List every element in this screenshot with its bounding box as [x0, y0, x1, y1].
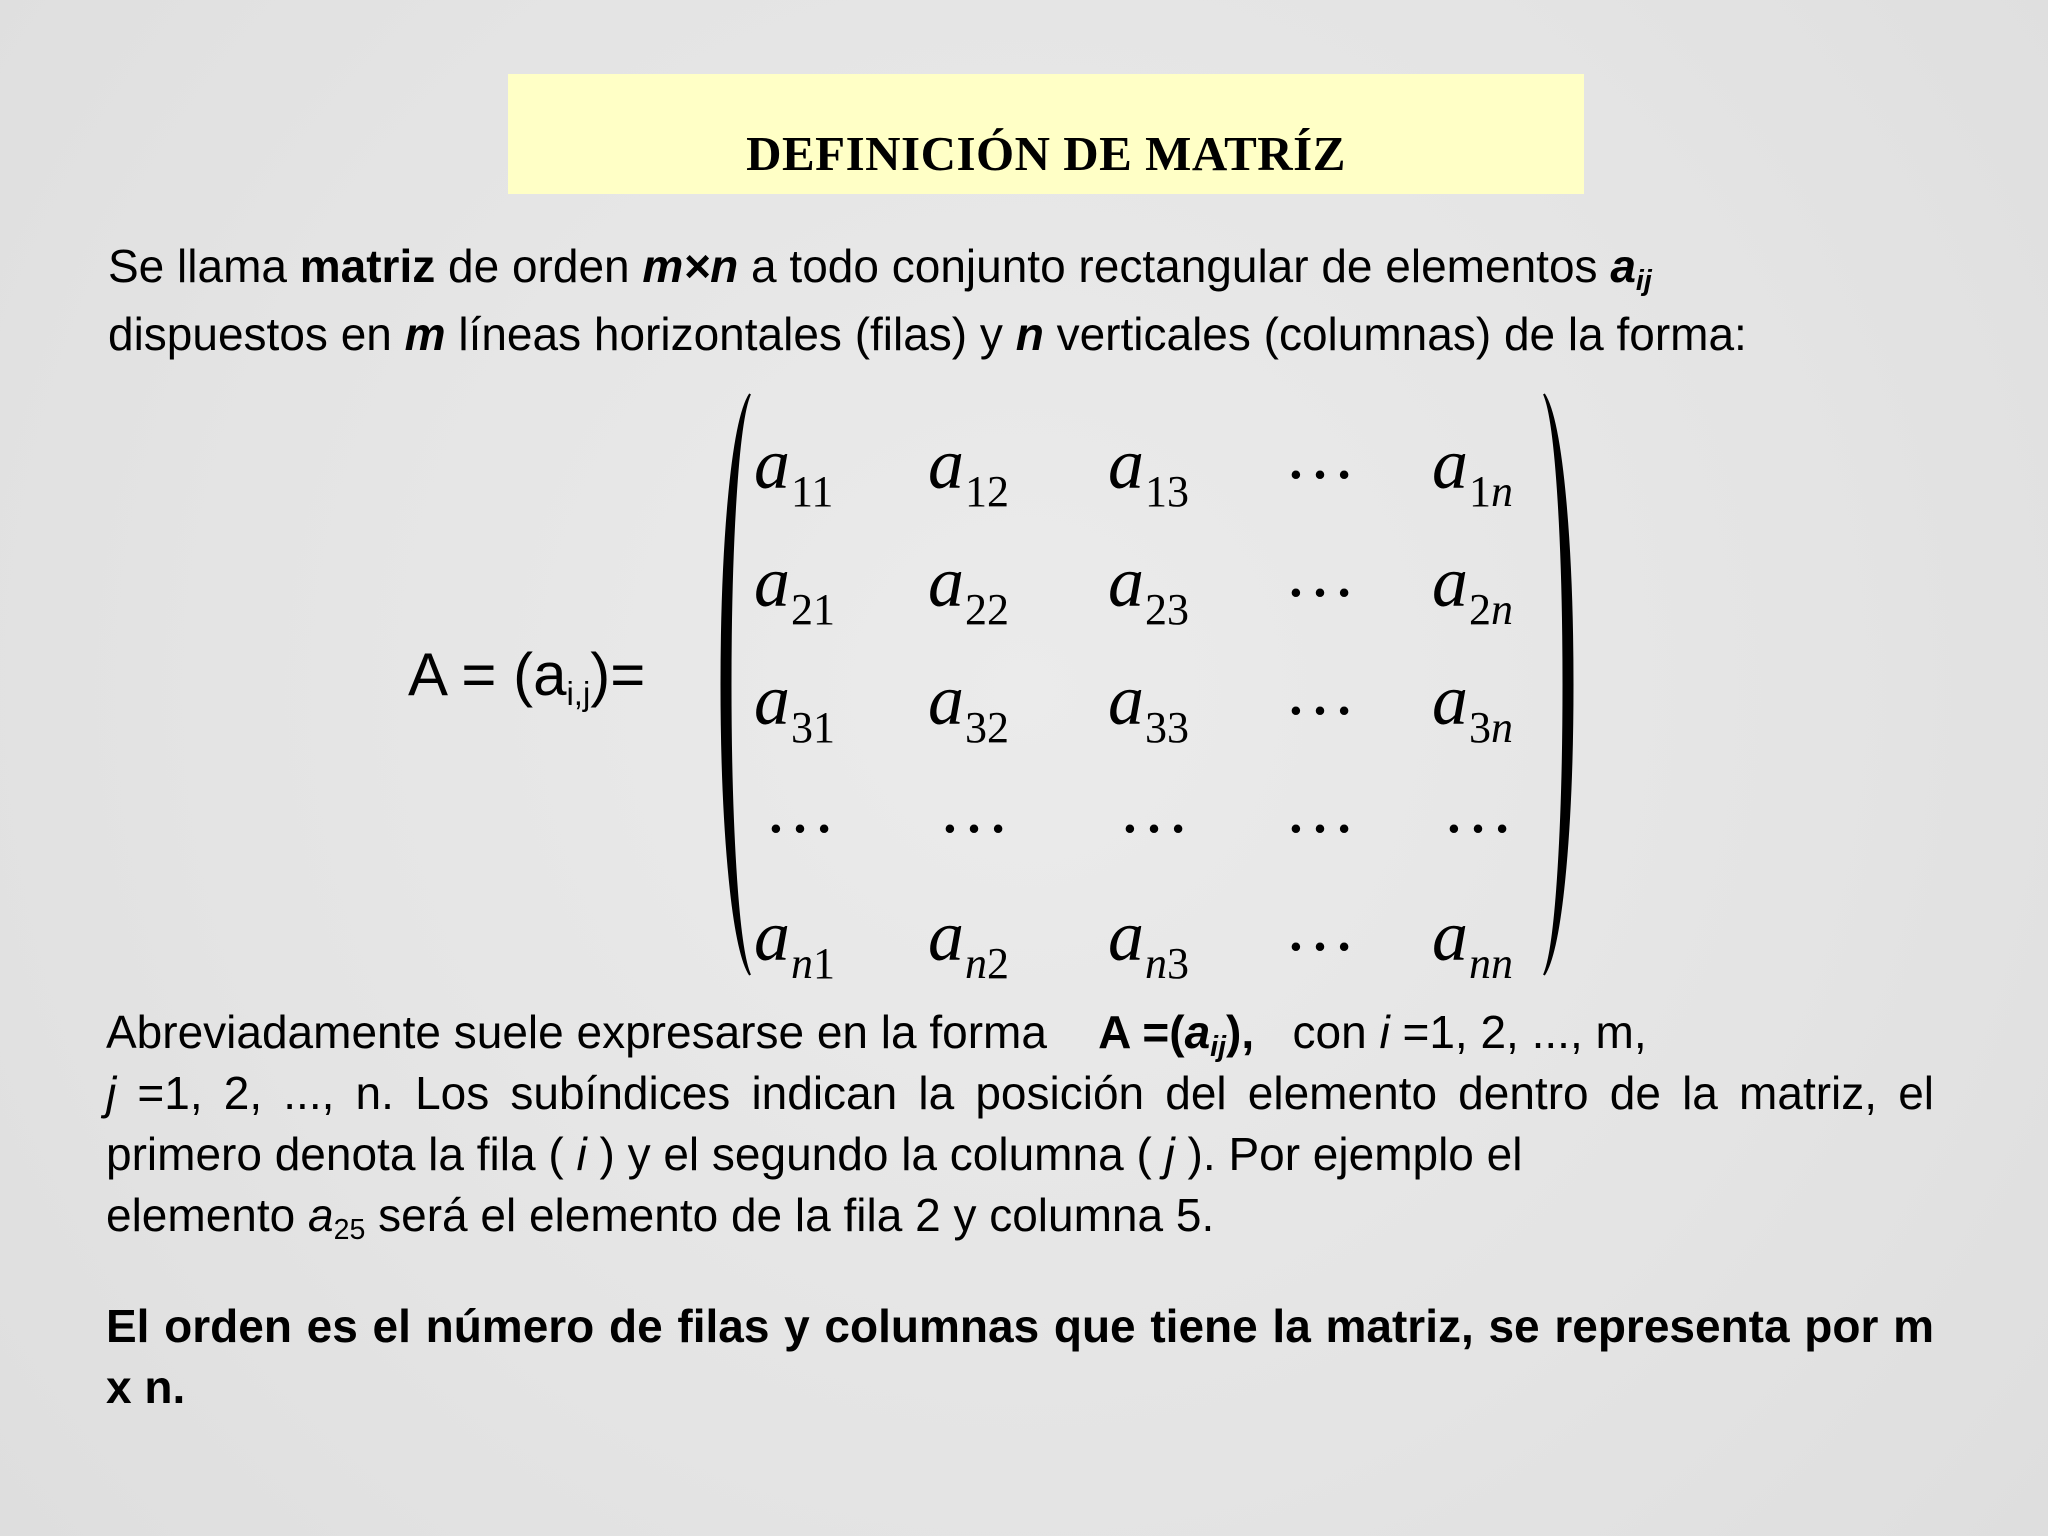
term-n: n: [1015, 308, 1044, 360]
abbrev-body: [106, 1067, 1934, 1180]
text-run: líneas horizontales (filas) y: [445, 308, 1016, 360]
matrix-cell-3-5: $a_{3n}$: [1432, 660, 1513, 752]
order-paragraph: El orden es el número de filas y columnas que tiene la matriz, se representa por m x n.: [106, 1300, 1934, 1413]
intro-line-2: [108, 300, 1988, 368]
abbrev-line-last: [106, 1185, 1934, 1246]
text-run: =1, 2, ..., n. Los subíndices indican la posición del elemento dentro de la matriz, el primero denota la fila (: [106, 1067, 1934, 1180]
matrix-cell-1-2: $a_{12}$: [928, 424, 1009, 516]
matrix-cell-4-3: …: [1118, 768, 1194, 848]
term-ij: ij: [1210, 1030, 1227, 1063]
abbrev-paragraph: [106, 1002, 1934, 1246]
page-title: DEFINICIÓN DE MATRÍZ: [746, 126, 1346, 181]
term-j: j: [106, 1067, 117, 1119]
matrix-cell-5-5: $a_{nn}$: [1432, 896, 1513, 988]
matrix-cell-5-2: $a_{n2}$: [928, 896, 1009, 988]
matrix-cell-2-3: $a_{23}$: [1108, 542, 1189, 634]
intro-line-1: [108, 232, 1988, 300]
term-matriz: matriz: [299, 240, 436, 292]
matrix-cell-4-4: …: [1284, 768, 1360, 848]
term-j: j: [1164, 1128, 1175, 1180]
matrix-cell-1-5: $a_{1n}$: [1432, 424, 1513, 516]
text-run: a todo conjunto rectangular de elementos: [738, 240, 1611, 292]
matrix-cell-4-1: …: [764, 768, 840, 848]
intro-paragraph: [108, 232, 1988, 368]
text-run: verticales (columnas) de la forma:: [1043, 308, 1747, 360]
abbrev-line-1: [106, 1002, 1934, 1063]
text-run: Abreviadamente suele expresarse en la forma: [106, 1006, 1060, 1058]
matrix-label: [408, 630, 645, 720]
term-ij: ij: [1635, 264, 1652, 297]
text-run: de orden: [435, 240, 643, 292]
label-suffix: )=: [590, 641, 646, 708]
label-prefix: A = (a: [408, 641, 567, 708]
matrix-cell-5-3: $a_{n3}$: [1108, 896, 1189, 988]
text-run: con: [1279, 1006, 1380, 1058]
matrix-cell-2-1: $a_{21}$: [754, 542, 835, 634]
text-run: ),: [1226, 1006, 1255, 1058]
matrix-cell-3-2: $a_{32}$: [928, 660, 1009, 752]
term-a: a: [1610, 240, 1636, 292]
matrix-cell-2-4: …: [1284, 532, 1360, 612]
term-i: i: [576, 1128, 587, 1180]
matrix-cell-5-1: $a_{n1}$: [754, 896, 835, 988]
text-run: será el elemento de la fila 2 y columna 5.: [365, 1189, 1215, 1241]
term-m: m: [404, 308, 446, 360]
matrix-cell-4-2: …: [938, 768, 1014, 848]
matrix-cell-3-3: $a_{33}$: [1108, 660, 1189, 752]
text-run: dispuestos en: [108, 308, 405, 360]
term-25: 25: [333, 1213, 366, 1246]
text-run: ) y el segundo la columna (: [586, 1128, 1165, 1180]
matrix-cell-2-5: $a_{2n}$: [1432, 542, 1513, 634]
matrix-cell-2-2: $a_{22}$: [928, 542, 1009, 634]
term-mxn: m×n: [642, 240, 739, 292]
text-run: ). Por ejemplo el: [1174, 1128, 1523, 1180]
term-i: i: [1379, 1006, 1390, 1058]
matrix-cell-1-1: $a_{11}$: [754, 424, 834, 516]
matrix-cell-3-4: …: [1284, 650, 1360, 730]
matrix-cell-1-4: …: [1284, 414, 1360, 494]
matrix-cell-4-5: …: [1442, 768, 1518, 848]
text-run: =1, 2, ..., m,: [1389, 1006, 1647, 1058]
text-run: A =(: [1098, 1006, 1185, 1058]
term-a: a: [1184, 1006, 1211, 1058]
text-run: elemento: [106, 1189, 309, 1241]
label-sub: i,j: [566, 674, 591, 712]
matrix-cell-1-3: $a_{13}$: [1108, 424, 1189, 516]
title-box: [508, 74, 1584, 194]
matrix-grid: [742, 400, 1550, 988]
text-run: Se llama: [108, 240, 300, 292]
matrix-cell-3-1: $a_{31}$: [754, 660, 835, 752]
matrix-cell-5-4: …: [1284, 886, 1360, 966]
term-a: a: [308, 1189, 334, 1241]
